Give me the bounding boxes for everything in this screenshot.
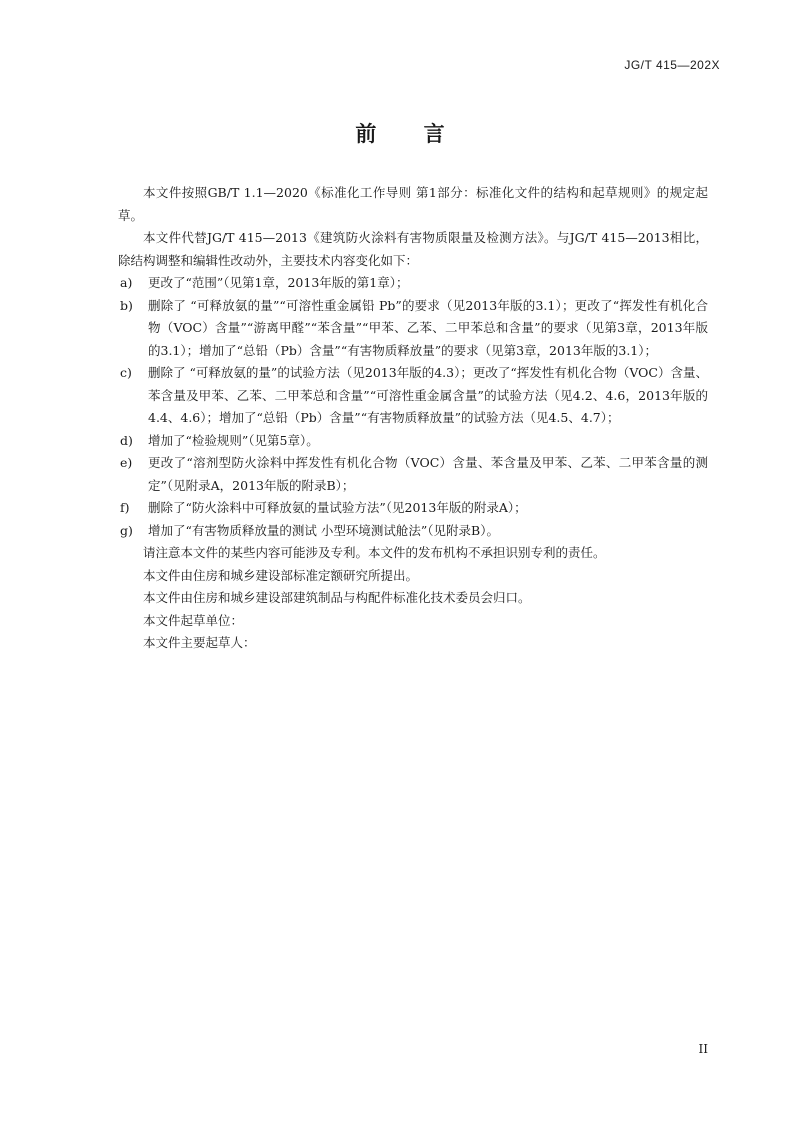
page-title: 前 言 xyxy=(355,122,465,146)
list-item xyxy=(118,497,708,520)
list-marker: f) xyxy=(120,500,130,515)
list-item-text: 增加了“检验规则”（见第5章）。 xyxy=(148,432,319,448)
paragraph-patent-notice: 请注意本文件的某些内容可能涉及专利。本文件的发布机构不承担识别专利的责任。 xyxy=(143,545,606,560)
list-item-text: 删除了 “可释放氨的量”的试验方法（见2013年版的4.3）；更改了“挥发性有机化合物（VOC）含量、苯含量及甲苯、乙苯、二甲苯总和含量”“可溶性重金属含量”的试验方法（见4.2、4.6，2013年版的4.4、4.6）；增加了“总铅（Pb）含量”“有害物质释放量”的试验方法（见4.5、4.7）； xyxy=(148,365,708,425)
changes-list xyxy=(118,272,708,542)
list-item-text: 更改了“范围”（见第1章，2013年版的第1章）； xyxy=(148,275,409,290)
paragraph-drafters: 本文件主要起草人： xyxy=(143,635,256,650)
list-marker: a) xyxy=(120,275,133,290)
list-item-text: 删除了“防火涂料中可释放氨的量试验方法”（见2013年版的附录A）； xyxy=(148,500,527,515)
list-item xyxy=(118,295,708,363)
list-marker: b) xyxy=(120,297,133,313)
paragraph-committee: 本文件由住房和城乡建设部建筑制品与构配件标准化技术委员会归口。 xyxy=(143,590,531,605)
list-marker: d) xyxy=(120,432,133,448)
paragraph-drafting-units: 本文件起草单位： xyxy=(143,612,244,628)
paragraph-replacement: 本文件代替JG/T 415—2013《建筑防火涂料有害物质限量及检测方法》。与JG/T 415—2013相比，除结构调整和编辑性改动外，主要技术内容变化如下： xyxy=(118,230,708,268)
standard-code: JG/T 415—202X xyxy=(624,58,720,72)
page-number: II xyxy=(698,1042,708,1056)
list-item xyxy=(118,272,708,295)
list-marker: e) xyxy=(120,455,133,470)
paragraph-drafting-basis: 本文件按照GB/T 1.1—2020《标准化工作导则 第1部分：标准化文件的结构和起草规则》的规定起草。 xyxy=(118,185,708,223)
paragraph-proposer: 本文件由住房和城乡建设部标准定额研究所提出。 xyxy=(143,567,419,583)
list-item-text: 更改了“溶剂型防火涂料中挥发性有机化合物（VOC）含量、苯含量及甲苯、乙苯、二甲苯含量的测定”（见附录A，2013年版的附录B）； xyxy=(148,455,708,493)
list-item-text: 删除了 “可释放氨的量”“可溶性重金属铅 Pb”的要求（见2013年版的3.1）；更改了“挥发性有机化合物（VOC）含量”“游离甲醛”“苯含量”“甲苯、乙苯、二甲苯总和含量”的要求（见第3章，2013年版的3.1）；增加了“总铅（Pb）含量”“有害物质释放量”的要求（见第3章，2013年版的3.1）； xyxy=(148,297,708,358)
list-item xyxy=(118,430,708,453)
list-marker: g) xyxy=(120,522,133,538)
list-item xyxy=(118,452,708,497)
list-item xyxy=(118,362,708,430)
list-item xyxy=(118,520,708,543)
foreword-body xyxy=(118,182,708,655)
list-marker: c) xyxy=(120,365,132,380)
list-item-text: 增加了“有害物质释放量的测试 小型环境测试舱法”（见附录B）。 xyxy=(148,522,499,538)
